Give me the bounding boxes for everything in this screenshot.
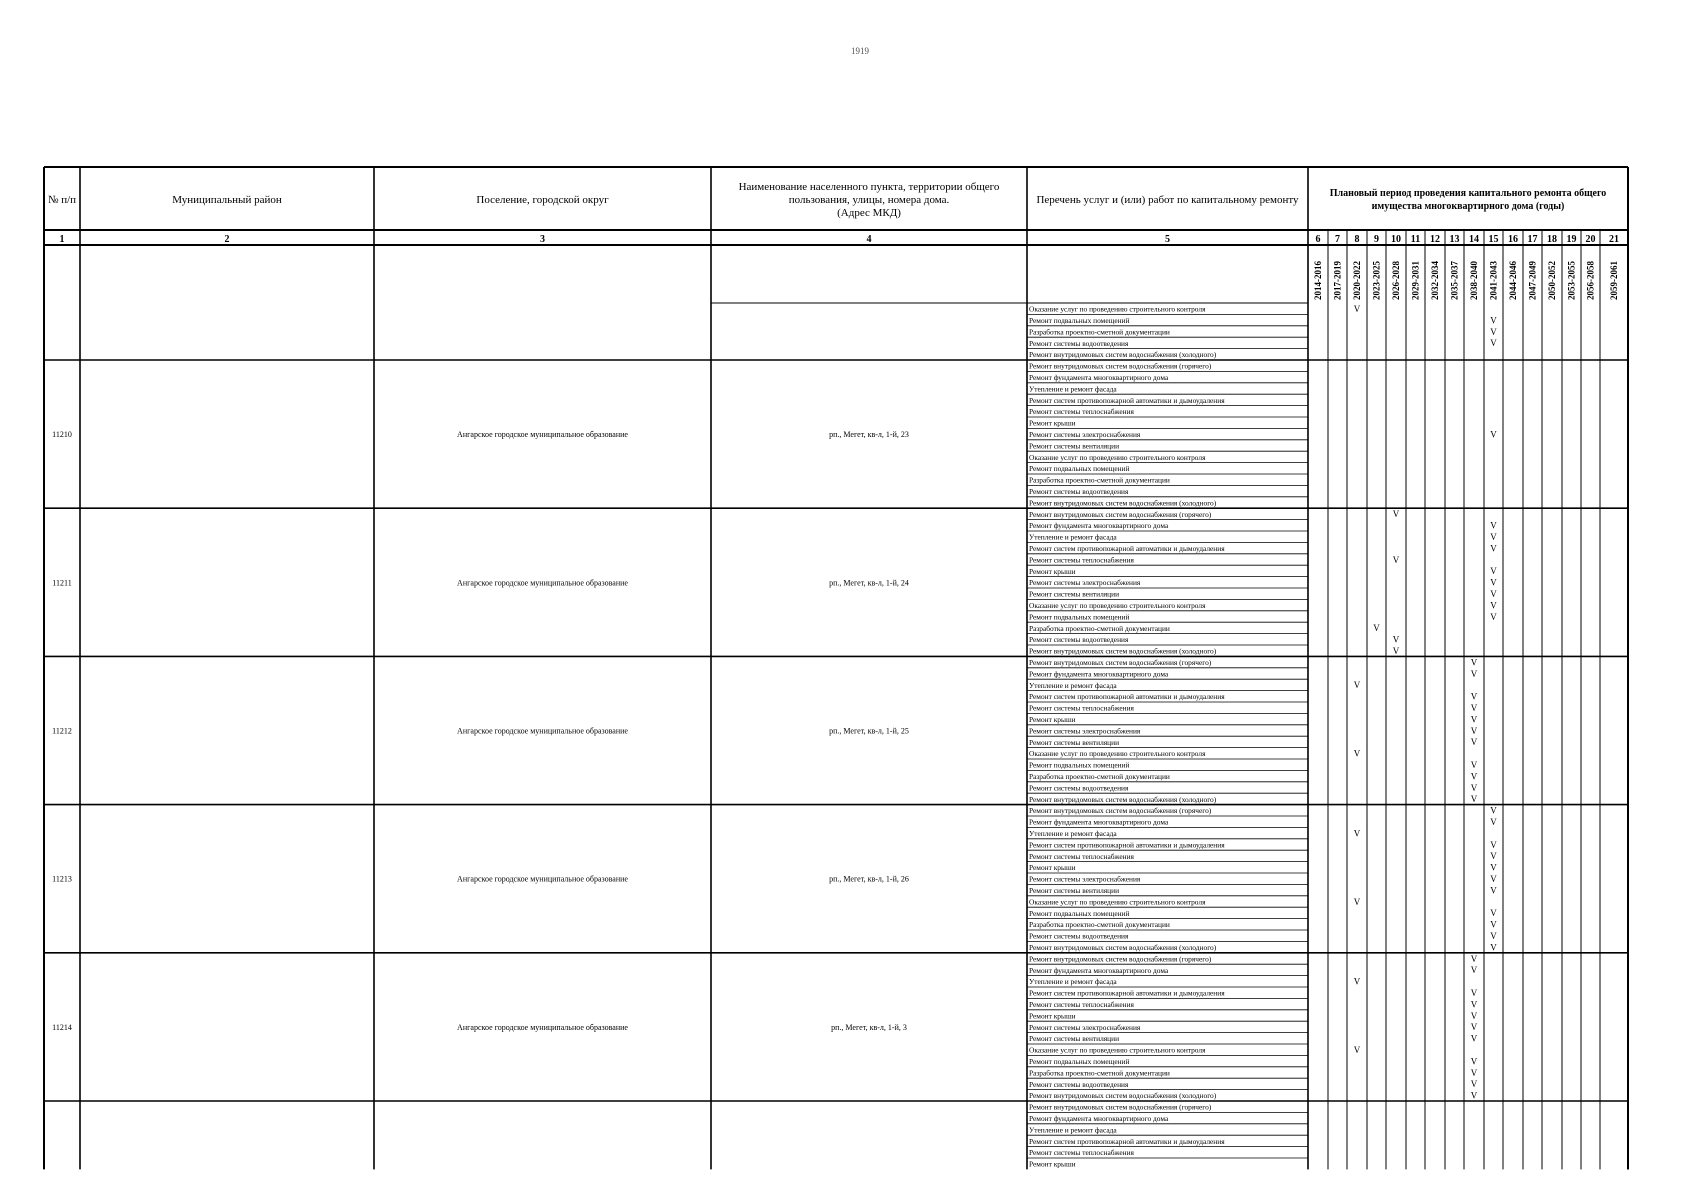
plan-mark: V: [1490, 817, 1497, 827]
column-number: 17: [1527, 234, 1538, 245]
column-number: 19: [1566, 234, 1577, 245]
column-number: 4: [866, 234, 872, 245]
period-label: 2050-2052: [1547, 261, 1557, 300]
header-period-2: имущества многоквартирного дома (годы): [1371, 201, 1565, 212]
settlement-name: Ангарское городское муниципальное образование: [457, 874, 628, 884]
column-number: 3: [540, 234, 545, 245]
work-item: Ремонт подвальных помещений: [1029, 612, 1130, 622]
work-item: Ремонт систем противопожарной автоматики и дымоудаления: [1029, 544, 1225, 553]
work-item: Ремонт системы теплоснабжения: [1029, 1148, 1134, 1158]
period-label: 2059-2061: [1609, 261, 1619, 300]
plan-mark: V: [1470, 737, 1478, 748]
work-item: Ремонт системы водоотведения: [1029, 931, 1129, 941]
house-address: рп., Мегет, кв-л, 1-й, 23: [829, 430, 909, 440]
work-item: Утепление и ремонт фасада: [1029, 1125, 1117, 1135]
plan-mark: V: [1470, 771, 1478, 782]
plan-mark: V: [1353, 304, 1361, 314]
plan-mark: V: [1392, 646, 1400, 656]
plan-mark: V: [1470, 1090, 1478, 1101]
column-number: 1: [59, 234, 65, 245]
work-item: Ремонт системы водоотведения: [1029, 338, 1129, 348]
work-item: Ремонт системы вентиляции: [1029, 589, 1120, 599]
work-item: Утепление и ремонт фасада: [1029, 977, 1117, 987]
plan-mark: V: [1353, 1045, 1361, 1055]
settlement-name: Ангарское городское муниципальное образование: [457, 1022, 628, 1032]
plan-mark: V: [1490, 919, 1497, 930]
plan-mark: V: [1490, 338, 1497, 349]
plan-mark: V: [1470, 794, 1478, 805]
work-item: Разработка проектно-сметной документации: [1029, 327, 1170, 337]
work-item: Ремонт системы электроснабжения: [1029, 874, 1141, 884]
period-label: 2047-2049: [1527, 261, 1538, 300]
house-address: рп., Мегет, кв-л, 1-й, 24: [829, 578, 909, 588]
work-item: Разработка проектно-сметной документации: [1029, 475, 1170, 485]
work-item: Ремонт системы электроснабжения: [1029, 578, 1141, 588]
record-number: 11212: [52, 726, 72, 736]
column-number: 20: [1585, 234, 1596, 245]
work-item: Ремонт системы теплоснабжения: [1029, 1000, 1134, 1009]
work-item: Ремонт фундамента многоквартирного дома: [1029, 521, 1169, 531]
work-item: Ремонт крыши: [1029, 715, 1076, 724]
work-item: Ремонт системы теплоснабжения: [1029, 703, 1134, 713]
work-item: Ремонт внутридомовых систем водоснабжения (холодного): [1029, 943, 1217, 952]
plan-mark: V: [1490, 805, 1497, 816]
work-item: Утепление и ремонт фасада: [1029, 532, 1117, 542]
work-item: Оказание услуг по проведению строительного контроля: [1029, 304, 1206, 314]
work-item: Разработка проектно-сметной документации: [1029, 920, 1170, 930]
work-item: Ремонт крыши: [1029, 418, 1076, 428]
work-item: Утепление и ремонт фасада: [1029, 829, 1117, 838]
work-item: Утепление и ремонт фасада: [1029, 384, 1117, 394]
work-item: Ремонт системы электроснабжения: [1029, 726, 1141, 736]
work-item: Ремонт фундамента многоквартирного дома: [1029, 669, 1169, 679]
plan-mark: V: [1470, 691, 1478, 702]
column-number: 11: [1410, 234, 1421, 245]
work-item: Ремонт системы водоотведения: [1029, 783, 1129, 793]
plan-mark: V: [1470, 988, 1478, 998]
work-item: Ремонт фундамента многоквартирного дома: [1029, 817, 1169, 827]
column-number: 8: [1354, 234, 1360, 245]
work-item: Ремонт системы электроснабжения: [1029, 430, 1141, 439]
column-number: 16: [1508, 234, 1518, 245]
plan-mark: V: [1490, 520, 1497, 531]
work-item: Ремонт системы вентиляции: [1029, 1034, 1120, 1044]
header-address-1: Наименование населенного пункта, территории общего: [738, 181, 1000, 193]
column-number: 9: [1374, 234, 1379, 245]
settlement-name: Ангарское городское муниципальное образование: [457, 578, 628, 588]
settlement-name: Ангарское городское муниципальное образование: [457, 726, 628, 736]
plan-mark: V: [1470, 714, 1478, 725]
plan-mark: V: [1490, 429, 1497, 440]
plan-mark: V: [1490, 315, 1497, 326]
work-item: Ремонт системы теплоснабжения: [1029, 407, 1134, 417]
plan-mark: V: [1470, 760, 1478, 770]
plan-mark: V: [1470, 999, 1478, 1010]
column-number: 13: [1449, 234, 1460, 245]
plan-mark: V: [1470, 703, 1478, 713]
work-item: Ремонт систем противопожарной автоматики и дымоудаления: [1029, 988, 1225, 998]
header-district: Муниципальный район: [172, 194, 282, 206]
work-item: Ремонт систем противопожарной автоматики и дымоудаления: [1029, 1136, 1225, 1146]
plan-mark: V: [1490, 874, 1497, 884]
work-item: Ремонт подвальных помещений: [1029, 1057, 1130, 1066]
plan-mark: V: [1470, 1067, 1478, 1078]
work-item: Разработка проектно-сметной документации: [1029, 772, 1170, 781]
plan-mark: V: [1490, 885, 1497, 896]
work-item: Ремонт крыши: [1029, 566, 1076, 576]
plan-mark: V: [1470, 725, 1478, 736]
work-item: Ремонт внутридомовых систем водоснабжения (холодного): [1029, 350, 1217, 360]
plan-mark: V: [1373, 623, 1380, 634]
work-item: Разработка проектно-сметной документации: [1029, 623, 1170, 633]
plan-mark: V: [1490, 942, 1497, 953]
plan-mark: V: [1470, 668, 1478, 679]
period-label: 2032-2034: [1430, 261, 1440, 300]
plan-mark: V: [1470, 1033, 1478, 1044]
work-item: Ремонт фундамента многоквартирного дома: [1029, 1114, 1169, 1123]
period-label: 2041-2043: [1488, 261, 1499, 300]
work-item: Ремонт системы электроснабжения: [1029, 1022, 1141, 1032]
header-address-3: (Адрес МКД): [837, 207, 901, 219]
plan-mark: V: [1490, 600, 1497, 611]
header-address-2: пользования, улицы, номера дома.: [788, 194, 950, 206]
work-item: Ремонт системы теплоснабжения: [1029, 555, 1134, 565]
column-number: 15: [1488, 234, 1499, 245]
plan-mark: V: [1490, 532, 1497, 542]
work-item: Ремонт внутридомовых систем водоснабжения (холодного): [1029, 498, 1217, 508]
work-item: Ремонт подвальных помещений: [1029, 316, 1130, 325]
plan-mark: V: [1470, 1022, 1478, 1033]
work-item: Ремонт крыши: [1029, 1011, 1076, 1021]
period-label: 2017-2019: [1332, 261, 1343, 300]
column-number: 21: [1609, 234, 1619, 245]
period-label: 2044-2046: [1508, 261, 1518, 300]
page-number: 1919: [851, 46, 869, 56]
work-item: Ремонт системы вентиляции: [1029, 441, 1120, 451]
plan-mark: V: [1490, 908, 1497, 919]
column-number: 12: [1430, 234, 1440, 245]
house-address: рп., Мегет, кв-л, 1-й, 26: [829, 874, 909, 884]
work-item: Ремонт систем противопожарной автоматики и дымоудаления: [1029, 692, 1225, 702]
work-item: Ремонт внутридомовых систем водоснабжения (горячего): [1029, 658, 1212, 667]
period-label: 2038-2040: [1469, 261, 1479, 300]
house-address: рп., Мегет, кв-л, 1-й, 3: [831, 1022, 907, 1032]
plan-mark: V: [1353, 680, 1361, 691]
record-number: 11211: [52, 578, 72, 588]
plan-mark: V: [1490, 577, 1497, 588]
plan-mark: V: [1470, 1079, 1478, 1090]
plan-mark: V: [1490, 862, 1497, 873]
plan-mark: V: [1470, 782, 1478, 793]
work-item: Оказание услуг по проведению строительного контроля: [1029, 1045, 1206, 1055]
work-item: Ремонт внутридомовых систем водоснабжения (горячего): [1029, 361, 1212, 371]
plan-mark: V: [1470, 953, 1478, 964]
plan-mark: V: [1470, 657, 1478, 668]
plan-mark: V: [1353, 748, 1361, 759]
column-number: 2: [224, 234, 230, 245]
plan-mark: V: [1490, 839, 1497, 850]
plan-mark: V: [1470, 965, 1478, 976]
plan-mark: V: [1470, 1010, 1478, 1021]
work-item: Ремонт подвальных помещений: [1029, 908, 1130, 918]
plan-mark: V: [1353, 976, 1361, 987]
work-item: Оказание услуг по проведению строительного контроля: [1029, 601, 1206, 610]
plan-mark: V: [1353, 828, 1361, 839]
work-item: Ремонт системы вентиляции: [1029, 886, 1120, 895]
work-item: Разработка проектно-сметной документации: [1029, 1068, 1170, 1078]
record-number: 11213: [52, 874, 72, 884]
plan-mark: V: [1490, 611, 1497, 622]
column-number: 6: [1315, 234, 1321, 245]
work-item: Оказание услуг по проведению строительного контроля: [1029, 897, 1206, 907]
header-settlement: Поселение, городской округ: [476, 194, 609, 206]
work-item: Ремонт систем противопожарной автоматики и дымоудаления: [1029, 395, 1225, 405]
plan-mark: V: [1490, 851, 1497, 862]
period-label: 2053-2055: [1566, 261, 1577, 300]
work-item: Ремонт крыши: [1029, 863, 1076, 873]
work-item: Оказание услуг по проведению строительного контроля: [1029, 749, 1206, 759]
record-number: 11210: [52, 430, 72, 440]
column-number: 7: [1335, 234, 1340, 245]
period-label: 2056-2058: [1585, 261, 1596, 300]
column-number: 18: [1547, 234, 1557, 245]
work-item: Ремонт внутридомовых систем водоснабжения (холодного): [1029, 794, 1217, 804]
work-item: Ремонт системы водоотведения: [1029, 635, 1129, 645]
work-item: Ремонт системы теплоснабжения: [1029, 851, 1134, 861]
plan-mark: V: [1490, 931, 1497, 941]
plan-mark: V: [1490, 589, 1497, 599]
work-item: Ремонт внутридомовых систем водоснабжения (горячего): [1029, 954, 1212, 964]
work-item: Ремонт фундамента многоквартирного дома: [1029, 373, 1169, 382]
period-label: 2020-2022: [1352, 261, 1362, 300]
plan-mark: V: [1353, 896, 1361, 907]
work-item: Ремонт системы водоотведения: [1029, 1079, 1129, 1089]
plan-mark: V: [1392, 554, 1400, 565]
house-address: рп., Мегет, кв-л, 1-й, 25: [829, 726, 909, 736]
settlement-name: Ангарское городское муниципальное образование: [457, 430, 628, 440]
column-number: 5: [1165, 234, 1170, 245]
plan-mark: V: [1490, 326, 1497, 337]
work-item: Утепление и ремонт фасада: [1029, 680, 1117, 690]
work-item: Ремонт крыши: [1029, 1159, 1076, 1169]
work-item: Ремонт внутридомовых систем водоснабжения (горячего): [1029, 806, 1212, 816]
work-item: Оказание услуг по проведению строительного контроля: [1029, 452, 1206, 462]
period-label: 2029-2031: [1410, 261, 1421, 300]
period-label: 2026-2028: [1391, 261, 1401, 300]
header-works: Перечень услуг и (или) работ по капитальному ремонту: [1036, 194, 1299, 206]
work-item: Ремонт внутридомовых систем водоснабжения (горячего): [1029, 509, 1212, 519]
period-label: 2014-2016: [1313, 261, 1323, 300]
work-item: Ремонт фундамента многоквартирного дома: [1029, 965, 1169, 975]
header-num: № п/п: [47, 194, 77, 206]
work-item: Ремонт внутридомовых систем водоснабжения (горячего): [1029, 1102, 1212, 1112]
plan-mark: V: [1470, 1056, 1478, 1067]
work-item: Ремонт подвальных помещений: [1029, 760, 1130, 770]
plan-mark: V: [1490, 543, 1497, 554]
header-period-1: Плановый период проведения капитального ремонта общего: [1329, 188, 1607, 199]
work-item: Ремонт внутридомовых систем водоснабжения (холодного): [1029, 646, 1217, 656]
work-item: Ремонт систем противопожарной автоматики и дымоудаления: [1029, 840, 1225, 850]
plan-mark: V: [1392, 634, 1400, 645]
column-number: 14: [1469, 234, 1479, 245]
plan-mark: V: [1392, 509, 1400, 520]
work-item: Ремонт подвальных помещений: [1029, 464, 1130, 474]
period-label: 2035-2037: [1449, 261, 1460, 300]
work-item: Ремонт системы вентиляции: [1029, 737, 1120, 747]
plan-mark: V: [1490, 566, 1497, 577]
period-label: 2023-2025: [1371, 261, 1382, 300]
column-number: 10: [1391, 234, 1401, 245]
record-number: 11214: [52, 1022, 72, 1032]
work-item: Ремонт внутридомовых систем водоснабжения (холодного): [1029, 1091, 1217, 1101]
work-item: Ремонт системы водоотведения: [1029, 487, 1129, 496]
